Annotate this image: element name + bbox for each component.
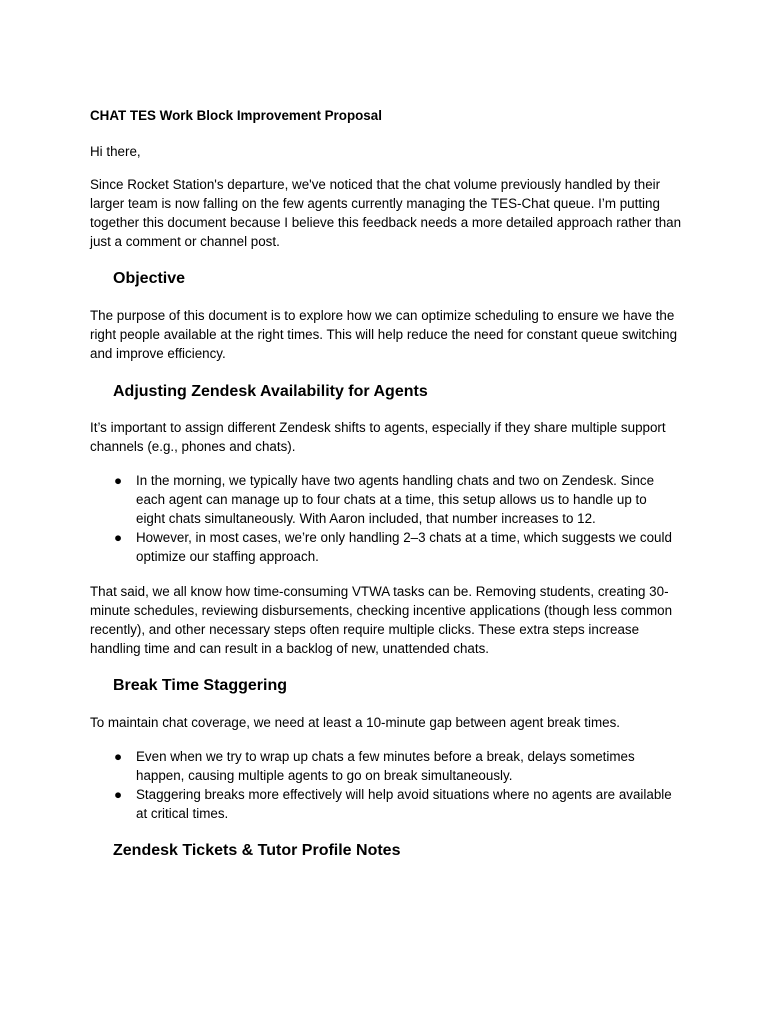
list-item-text: However, in most cases, we’re only handling 2–3 chats at a time, which suggests we could optimize our staffing approach. (136, 529, 672, 564)
bullet-icon: ● (114, 749, 123, 764)
bullet-icon: ● (114, 529, 123, 545)
list-item (113, 748, 673, 786)
greeting: Hi there, (90, 144, 141, 159)
zendesk-availability-paragraph: It’s important to assign different Zendesk shifts to agents, especially if they share multiple support channels (e.g., phones and chats). (90, 420, 666, 454)
document-title: CHAT TES Work Block Improvement Proposal (90, 108, 382, 123)
vtwa-paragraph: That said, we all know how time-consuming VTWA tasks can be. Removing students, creating 30-minute schedules, reviewing disbursements, checking incentive applications (though less common recently), and other necessary steps often require multiple clicks. These extra steps increase handling time and can result in a backlog of new, unattended chats. (90, 584, 673, 656)
list-item-text: In the morning, we typically have two agents handling chats and two on Zendesk. Since each agent can manage up to four chats at a time, this setup allows us to handle up to eight chats simultaneously. With Aaron included, that number increases to 12. (136, 473, 655, 526)
list-item (113, 529, 673, 567)
zendesk-availability-bullets (113, 472, 673, 567)
list-item-text: Even when we try to wrap up chats a few minutes before a break, delays sometimes happen, causing multiple agents to go on break simultaneously. (136, 749, 635, 783)
objective-paragraph: The purpose of this document is to explore how we can optimize scheduling to ensure we have the right people available at the right times. This will help reduce the need for constant queue switching and improve efficiency. (90, 308, 678, 361)
heading-zendesk-availability: Adjusting Zendesk Availability for Agents (113, 383, 428, 400)
list-item (113, 472, 673, 529)
bullet-icon: ● (114, 473, 123, 488)
list-item (113, 786, 673, 824)
break-time-paragraph: To maintain chat coverage, we need at least a 10-minute gap between agent break times. (90, 715, 620, 730)
heading-break-time-staggering: Break Time Staggering (113, 677, 287, 694)
list-item-text: Staggering breaks more effectively will help avoid situations where no agents are available at critical times. (136, 786, 672, 821)
heading-objective: Objective (113, 270, 186, 287)
break-time-bullets (113, 748, 673, 824)
bullet-icon: ● (114, 786, 123, 802)
intro-paragraph: Since Rocket Station's departure, we've noticed that the chat volume previously handled by their larger team is now falling on the few agents currently managing the TES-Chat queue. I’m putting together this document because I believe this feedback needs a more detailed approach rather than just a comment or channel post. (90, 177, 682, 249)
heading-zendesk-tickets: Zendesk Tickets & Tutor Profile Notes (113, 842, 401, 859)
